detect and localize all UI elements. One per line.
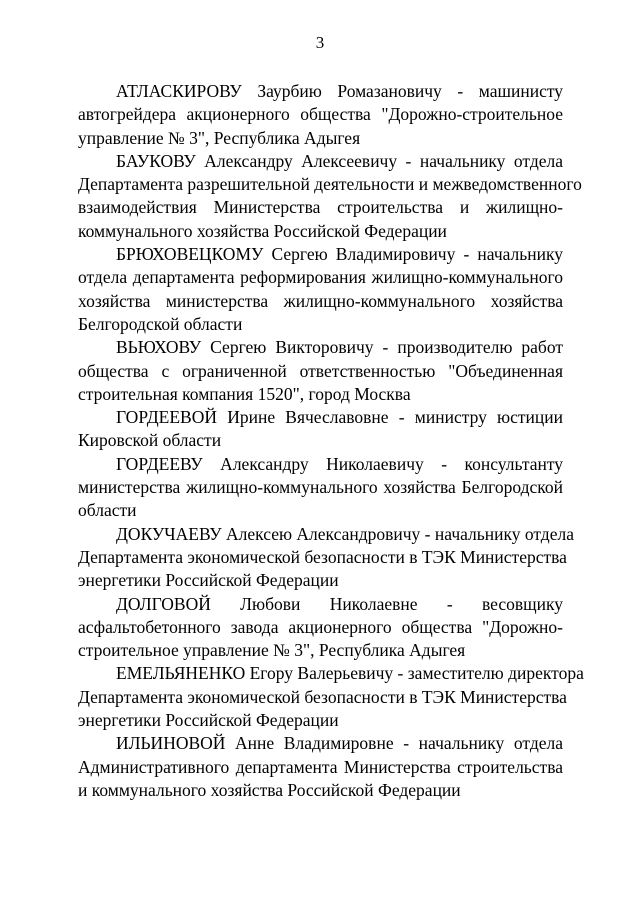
award-entry: [78, 243, 563, 336]
entry-line: коммунального хозяйства Российской Федерации: [78, 220, 447, 241]
entry-line: министерства жилищно-коммунального хозяйства Белгородской: [78, 477, 563, 498]
award-entry: [78, 453, 563, 523]
entry-line: Департамента разрешительной деятельности и межведомственного: [78, 174, 582, 195]
entry-line: БРЮХОВЕЦКОМУ Сергею Владимировичу - начальнику: [116, 244, 563, 265]
entry-line: ГОРДЕЕВУ Александру Николаевичу - консультанту: [116, 453, 563, 474]
entry-line: автогрейдера акционерного общества "Дорожно-строительное: [78, 104, 563, 125]
entry-line: и коммунального хозяйства Российской Федерации: [78, 779, 461, 800]
entry-line: области: [78, 500, 137, 521]
entry-line: взаимодействия Министерства строительства и жилищно-: [78, 197, 563, 218]
entry-line: хозяйства министерства жилищно-коммунального хозяйства: [78, 290, 563, 311]
entry-line: энергетики Российской Федерации: [78, 570, 339, 591]
entry-line: энергетики Российской Федерации: [78, 710, 339, 731]
award-entry: [78, 406, 563, 453]
award-entry: [78, 593, 563, 663]
entry-line: общества с ограниченной ответственностью "Объединенная: [78, 360, 563, 381]
entry-line: Департамента экономической безопасности в ТЭК Министерства: [78, 546, 567, 567]
entry-line: строительное управление № 3", Республика Адыгея: [78, 640, 466, 661]
page-number: 3: [315, 33, 325, 52]
entry-line: Кировской области: [78, 430, 222, 451]
award-entry: [78, 662, 584, 732]
entry-line: управление № 3", Республика Адыгея: [78, 127, 361, 148]
entry-line: Административного департамента Министерства строительства: [78, 756, 563, 777]
entry-line: ДОЛГОВОЙ Любови Николаевне - весовщику: [116, 593, 563, 614]
entry-line: ЕМЕЛЬЯНЕНКО Егору Валерьевичу - заместителю директора: [116, 663, 584, 684]
entry-line: ВЬЮХОВУ Сергею Викторовичу - производителю работ: [116, 337, 563, 358]
entry-line: АТЛАСКИРОВУ Заурбию Ромазановичу - машинисту: [116, 81, 563, 101]
award-entry: [78, 732, 563, 802]
award-entry: [78, 523, 574, 593]
entry-line: Департамента экономической безопасности в ТЭК Министерства: [78, 686, 567, 707]
entry-line: ДОКУЧАЕВУ Алексею Александровичу - начальнику отдела: [116, 523, 574, 544]
entry-line: БАУКОВУ Александру Алексеевичу - начальнику отдела: [116, 150, 563, 171]
award-entry: [78, 336, 563, 406]
entry-line: ИЛЬИНОВОЙ Анне Владимировне - начальнику отдела: [116, 733, 563, 754]
entry-line: Белгородской области: [78, 313, 243, 334]
entry-line: асфальтобетонного завода акционерного общества "Дорожно-: [78, 616, 563, 637]
award-entry: [78, 150, 582, 243]
entry-line: строительная компания 1520", город Москва: [78, 383, 411, 404]
award-list: [78, 80, 584, 802]
entry-line: отдела департамента реформирования жилищно-коммунального: [78, 267, 563, 288]
award-entry: [78, 80, 563, 150]
entry-line: ГОРДЕЕВОЙ Ирине Вячеславовне - министру юстиции: [116, 407, 563, 428]
